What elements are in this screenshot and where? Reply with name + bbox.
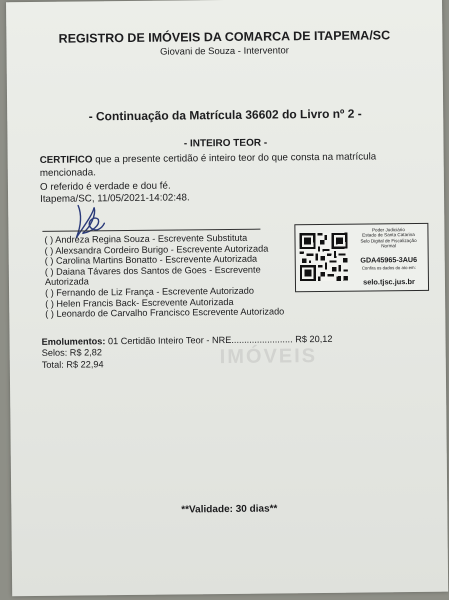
staff-item: ( ) Daiana Távares dos Santos de Goes - Escrevente <box>44 264 261 277</box>
selos-line: Selos: R$ 2,82 <box>41 347 103 359</box>
staff-item: ( ) Helen Francis Back- Escrevente Autorizada <box>45 296 234 309</box>
staff-item: ( ) Fernando de Liz França - Escrevente Autorizado <box>45 285 254 298</box>
place-date: Itapema/SC, 11/05/2021-14:02:48. <box>40 192 190 205</box>
statement: O referido é verdade e dou fé. <box>39 180 171 193</box>
digital-seal <box>294 223 429 292</box>
qr-code-icon <box>299 230 348 284</box>
seal-code: GDA45965-3AU6 <box>360 254 418 265</box>
seal-website: selo.tjsc.jus.br <box>363 277 415 287</box>
registry-officer: Giovani de Souza - Interventor <box>160 45 290 58</box>
registry-title: REGISTRO DE IMÓVEIS DA COMARCA DE ITAPEMA/SC <box>58 28 391 46</box>
certifico-text: que a presente certidão é inteiro teor do que consta na matrícula mencionada. <box>39 151 377 179</box>
staff-list <box>44 232 295 319</box>
seal-note: Confira os dados do ato em: <box>361 265 416 271</box>
staff-item: ( ) Leonardo de Carvalho Francisco Escrevente Autorizado <box>45 306 285 320</box>
document-subtitle: - INTEIRO TEOR - <box>183 137 268 150</box>
staff-item: ( ) Andreza Regina Souza - Escrevente Substituta <box>44 232 248 245</box>
staff-item: ( ) Carolina Martins Bonatto - Escrevente Autorizada <box>44 253 258 267</box>
certifico-label: CERTIFICO <box>39 154 93 166</box>
document-title: - Continuação da Matrícula 36602 do Livro nº 2 - <box>88 106 362 124</box>
total-line: Total: R$ 22,94 <box>41 358 104 370</box>
fees-block <box>42 334 333 371</box>
certification-paragraph <box>40 151 420 180</box>
watermark: IMÓVEIS <box>219 345 318 369</box>
emolumentos-line: Emolumentos: 01 Certidão Inteiro Teor - NRE........................ R$ 20,12 <box>41 333 333 347</box>
validity-note: **Validade: 30 dias** <box>181 503 278 516</box>
staff-item: ( ) Alexsandra Cordeiro Burigo - Escrevente Autorizada <box>44 243 269 256</box>
seal-header: Poder Judiciário Estado de Santa Catarina Selo Digital de Fiscalização Normal <box>360 227 417 249</box>
document-page <box>6 0 448 596</box>
staff-item: Autorizada <box>44 276 89 288</box>
